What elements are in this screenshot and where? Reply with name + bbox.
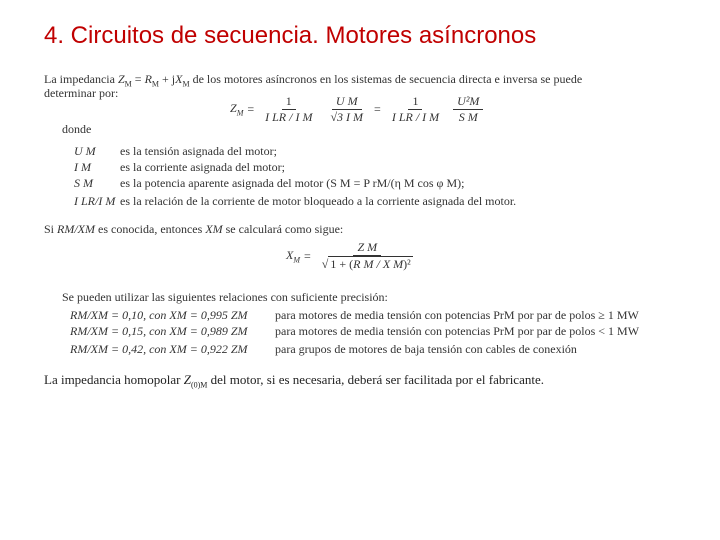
intro-line	[44, 72, 582, 88]
footer-note: La impedancia homopolar $Z_{(0)M}$ del motor, si es necesaria, deberá ser facilitada por el fabricante.	[44, 372, 544, 390]
eq1-fraction-3: $\frac{1}{\text{I LR / I M}}$	[391, 94, 440, 124]
intro-z-sub: M	[124, 79, 132, 89]
intro-line-2: determinar por:	[44, 86, 119, 100]
page-title: 4. Circuitos de secuencia. Motores asíncronos	[44, 22, 537, 49]
eq1-fraction-4: $\frac{\text{U²M}}{\text{S M}}$	[453, 94, 483, 125]
eq1-equals-2: =	[374, 102, 381, 116]
intro-eq: =	[131, 72, 145, 86]
definition-row	[44, 194, 516, 209]
relations-intro: Se pueden utilizar las siguientes relaciones con suficiente precisión:	[62, 290, 388, 304]
reactance-equation	[286, 240, 420, 272]
definition-row	[44, 144, 277, 159]
eq2-equals: =	[304, 248, 311, 263]
definition-symbol: I M	[74, 160, 91, 174]
intro-rest: de los motores asíncronos en los sistemas de secuencia directa e inversa se puede	[189, 72, 583, 86]
relation-row	[70, 308, 639, 323]
eq1-fraction-2: $\frac{\text{U M}}{\text{√3 I M}}$	[330, 94, 364, 124]
relation-row	[70, 324, 639, 339]
definition-symbol: U M	[74, 144, 96, 158]
si-line: Si RM/XM es conocida, entonces XM se calculará como sigue:	[44, 222, 344, 236]
eq2-fraction: Z M √ 1 + (R M / X M)²	[321, 240, 411, 271]
relation-formula: RM/XM = 0,10, con XM = 0,995 ZM	[70, 308, 248, 322]
eq2-lhs: $X_M$	[286, 247, 301, 265]
intro-x: X	[175, 72, 183, 86]
intro-plus: + j	[159, 72, 176, 86]
definition-row	[44, 176, 464, 191]
definition-text: es la corriente asignada del motor;	[120, 160, 285, 174]
eq1-equals: =	[247, 102, 255, 116]
intro-r: R	[144, 72, 152, 86]
relation-formula: RM/XM = 0,15, con XM = 0,989 ZM	[70, 324, 248, 338]
intro-x-sub: M	[182, 79, 190, 89]
impedance-equation	[230, 94, 486, 125]
eq1-fraction-1: $\frac{1}{\text{I LR / I M}}$	[265, 94, 313, 124]
donde-label: donde	[62, 122, 92, 136]
relation-description: para motores de media tensión con potencias PrM por par de polos ≥ 1 MW	[275, 308, 639, 322]
definition-text: es la tensión asignada del motor;	[120, 144, 277, 158]
relation-description: para grupos de motores de baja tensión con cables de conexión	[275, 342, 577, 356]
definition-symbol: I LR/I M	[74, 194, 116, 208]
eq1-lhs: $Z_M$	[230, 101, 244, 118]
relation-description: para motores de media tensión con potencias PrM por par de polos < 1 MW	[275, 324, 640, 338]
definition-text: es la relación de la corriente de motor bloqueado a la corriente asignada del motor.	[120, 194, 517, 208]
definition-text: es la potencia aparente asignada del motor (S M = P rM/(η M cos φ M);	[120, 176, 465, 190]
relation-row	[70, 342, 577, 357]
relation-formula: RM/XM = 0,42, con XM = 0,922 ZM	[70, 342, 248, 356]
intro-z: Z	[117, 72, 125, 86]
definition-row	[44, 160, 285, 175]
definition-symbol: S M	[74, 176, 93, 190]
intro-r-sub: M	[151, 79, 160, 89]
intro-pre: La impedancia	[44, 72, 115, 86]
